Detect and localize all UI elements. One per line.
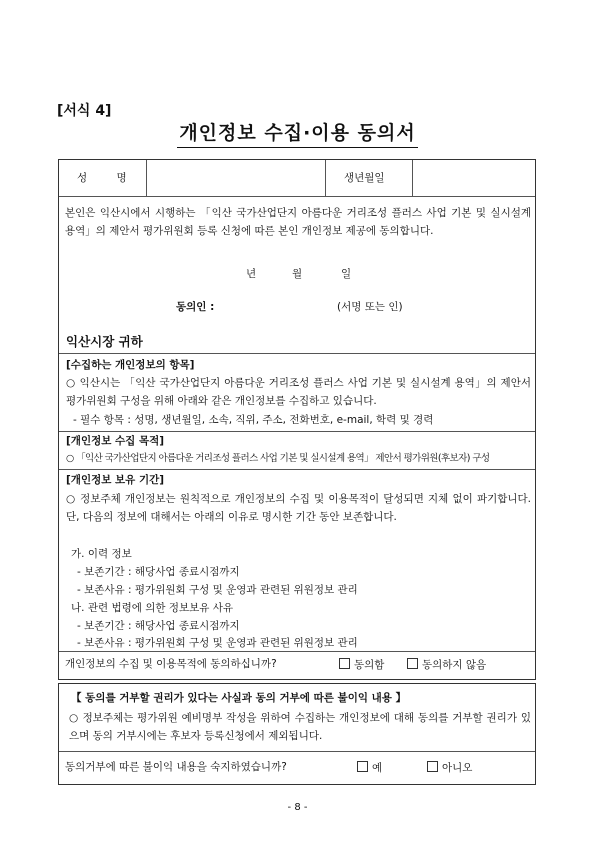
retention-reason: - 보존사유 : 평가위원회 구성 및 운영과 관련된 위원정보 관리	[77, 637, 358, 649]
retention-heading: [개인정보 보유 기간]	[66, 474, 165, 486]
disagree-option[interactable]	[407, 657, 486, 672]
retention-reason: - 보존사유 : 평가위원회 구성 및 운영과 관련된 위원정보 관리	[77, 584, 358, 596]
divider	[412, 160, 413, 196]
section-divider	[59, 469, 535, 470]
name-field[interactable]	[154, 171, 324, 185]
refusal-text: ○ 정보주체는 평가위원 예비명부 작성을 위하여 수집하는 개인정보에 대해 동의를 거부할 권리가 있으며 동의 거부시에는 후보자 등록신청에서 제외됩니다.	[69, 712, 531, 742]
collected-items-heading: [수집하는 개인정보의 항목]	[66, 359, 195, 371]
page-number: - 8 -	[287, 802, 308, 813]
refusal-box	[58, 683, 536, 785]
purpose-text: ○ 「익산 국가산업단지 아름다운 거리조성 플러스 사업 기본 및 실시설계 용역」 제안서 평가위원(후보자) 구성	[66, 453, 490, 464]
signature-hint: (서명 또는 인)	[337, 301, 403, 313]
birth-date-field[interactable]	[419, 171, 529, 185]
signer-label: 동의인 :	[176, 301, 215, 313]
purpose-heading: [개인정보 수집 목적]	[66, 435, 165, 447]
document-title	[0, 118, 595, 145]
recipient: 익산시장 귀하	[66, 334, 143, 349]
no-option[interactable]	[427, 760, 472, 775]
retention-period: - 보존기간 : 해당사업 종료시점까지	[77, 566, 240, 578]
consent-question: 개인정보의 수집 및 이용목적에 동의하십니까?	[65, 658, 277, 670]
yes-label: 예	[372, 762, 383, 774]
retention-item-title: 나. 관련 법령에 의한 정보보유 사유	[71, 602, 234, 614]
retention-text: ○ 정보주체 개인정보는 원칙적으로 개인정보의 수집 및 이용목적이 달성되면 지체 없이 파기합니다. 단, 다음의 정보에 대해서는 아래의 이유로 명시한 기간 동안 보존합니다.	[66, 493, 531, 523]
consent-question-row	[58, 650, 536, 680]
birth-date-label: 생년월일	[344, 172, 385, 184]
disagree-checkbox[interactable]	[407, 658, 418, 669]
retention-period: - 보존기간 : 해당사업 종료시점까지	[77, 620, 240, 632]
disagree-label: 동의하지 않음	[422, 659, 487, 671]
name-label: 성 명	[77, 172, 128, 184]
no-label: 아니오	[442, 762, 473, 774]
section-divider	[59, 353, 535, 354]
document-title-text: 개인정보 수집·이용 동의서	[177, 122, 417, 148]
section-divider	[59, 431, 535, 432]
form-number: [서식 4]	[57, 103, 112, 119]
date-year-label: 년	[246, 268, 257, 280]
section-divider	[59, 751, 535, 752]
date-day-label: 일	[341, 268, 352, 280]
consent-statement: 본인은 익산시에서 시행하는 「익산 국가산업단지 아름다운 거리조성 플러스 사업 기본 및 실시설계 용역」의 제안서 평가위원회 등록 신청에 따른 본인 개인정보 제공에 동의합니다.	[65, 207, 531, 237]
required-items: - 필수 항목 : 성명, 생년월일, 소속, 직위, 주소, 전화번호, e-mail, 학력 및 경력	[73, 414, 434, 426]
divider	[325, 160, 326, 196]
collected-items-text: ○ 익산시는 「익산 국가산업단지 아름다운 거리조성 플러스 사업 기본 및 실시설계 용역」의 제안서 평가위원회 구성을 위해 아래와 같은 개인정보를 수집하고 있습니다.	[66, 377, 531, 407]
agree-label: 동의함	[354, 659, 385, 671]
no-checkbox[interactable]	[427, 761, 438, 772]
yes-option[interactable]	[357, 760, 382, 775]
yes-checkbox[interactable]	[357, 761, 368, 772]
retention-item-title: 가. 이력 정보	[71, 548, 132, 560]
date-month-label: 월	[292, 268, 303, 280]
divider	[146, 160, 147, 196]
consent-form-box	[58, 159, 536, 652]
refusal-heading: 【 동의를 거부할 권리가 있다는 사실과 동의 거부에 따른 불이익 내용 】	[71, 692, 407, 704]
row-divider	[59, 196, 535, 197]
agree-option[interactable]	[339, 657, 384, 672]
refusal-question: 동의거부에 따른 불이익 내용을 숙지하였습니까?	[65, 761, 287, 773]
agree-checkbox[interactable]	[339, 658, 350, 669]
